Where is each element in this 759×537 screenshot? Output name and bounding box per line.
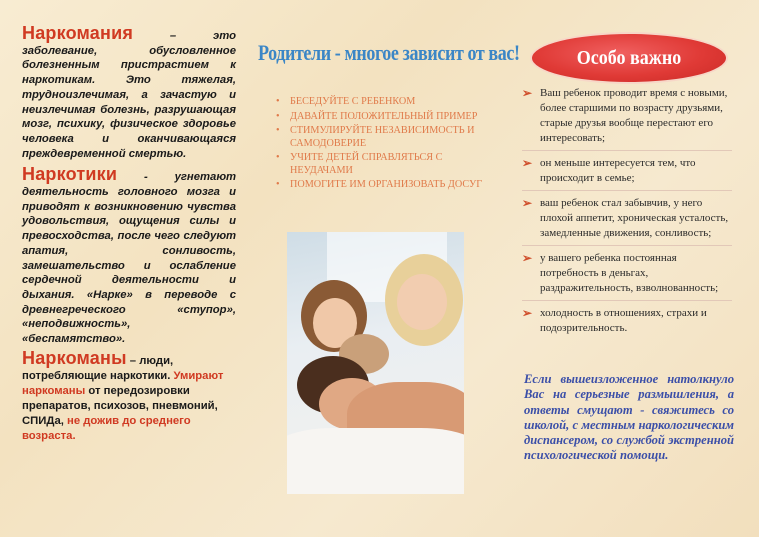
addicts-red-2: не дожив до среднего возраста. [22, 414, 191, 442]
sign-item [522, 86, 732, 151]
narcotics-term: Наркотики [22, 164, 118, 185]
tip-item: • СТИМУЛИРУЙТЕ НЕЗАВИСИМОСТЬ И САМОДОВЕРИЕ [272, 125, 496, 150]
family-photo [287, 232, 464, 494]
sign-text: у вашего ребенка постоянная потребность в деньгах, раздражительность, взволнованность; [540, 252, 719, 294]
photo-pillow [287, 428, 464, 494]
parent-tips-list [272, 96, 496, 194]
arrow-right-icon: ➢ [522, 251, 533, 265]
sign-text: он меньше интересуется тем, что происходит в семье; [540, 157, 696, 184]
sign-text: холодность в отношениях, страхи и подозрительность. [540, 307, 707, 334]
arrow-right-icon: ➢ [522, 156, 533, 170]
advice-paragraph: Если вышеизложенное натолкнуло Вас на серьезные размышления, а ответы смущают - свяжитесь со школой, с местным наркологическим диспансером, со службой экстренной психологической помощи. [524, 372, 734, 463]
sign-text: ваш ребенок стал забывчив, у него плохой аппетит, хроническая усталость, замедленные движения, сонливость; [540, 197, 729, 239]
narcotics-paragraph [22, 164, 236, 346]
tip-item: • УЧИТЕ ДЕТЕЙ СПРАВЛЯТЬСЯ С НЕУДАЧАМИ [272, 152, 496, 177]
sign-item [522, 306, 732, 340]
important-badge [530, 32, 728, 84]
sign-item [522, 251, 732, 301]
narcomania-paragraph [22, 23, 236, 161]
tip-item: • ДАВАЙТЕ ПОЛОЖИТЕЛЬНЫЙ ПРИМЕР [272, 111, 496, 124]
parents-title: Родители - многое зависит от вас! [258, 40, 520, 65]
sign-item [522, 196, 732, 246]
arrow-right-icon: ➢ [522, 86, 533, 100]
sign-item [522, 156, 732, 191]
definitions-column [0, 0, 250, 537]
addicts-term: Наркоманы [22, 347, 127, 368]
sign-text: Ваш ребенок проводит время с новыми, более старшими по возрасту друзьями, старые друзья вообще перестают его интересовать; [540, 87, 728, 144]
warning-signs-list [522, 86, 732, 345]
photo-mother-face [397, 274, 447, 330]
arrow-right-icon: ➢ [522, 196, 533, 210]
tip-item: • ПОМОГИТЕ ИМ ОРГАНИЗОВАТЬ ДОСУГ [272, 179, 496, 192]
addicts-text-1: – люди, потребляющие наркотики. [22, 354, 174, 382]
narcotics-text: - угнетают деятельность головного мозга и приводят к возникновению чувства удовольствия, ощущения силы и превосходства, после чего следуют апатия, сонливость, замешательство и ослабление сердечной деятельности и дыхания. «Нарке» в переводе с древнегреческого «ступор», «неподвижность», «беспамятство». [22, 171, 236, 346]
narcomania-term: Наркомания [22, 23, 134, 43]
addicts-text-2: от передозировки препаратов, психозов, пневмоний, СПИДа, [22, 384, 218, 427]
addicts-red-1: Умирают наркоманы [22, 369, 224, 397]
narcomania-text: – это заболевание, обусловленное болезненным пристрастием к наркотикам. Это тяжелая, трудноизлечимая, а зачастую и неизлечимая болезнь, разрушающая мозг, психику, физическое здоровье человека и оканчивающаяся преждевременной смертью. [22, 30, 236, 160]
addicts-paragraph [22, 347, 236, 444]
important-badge-label: Особо важно [576, 46, 682, 69]
tip-item: • БЕСЕДУЙТЕ С РЕБЕНКОМ [272, 96, 496, 109]
arrow-right-icon: ➢ [522, 306, 533, 320]
